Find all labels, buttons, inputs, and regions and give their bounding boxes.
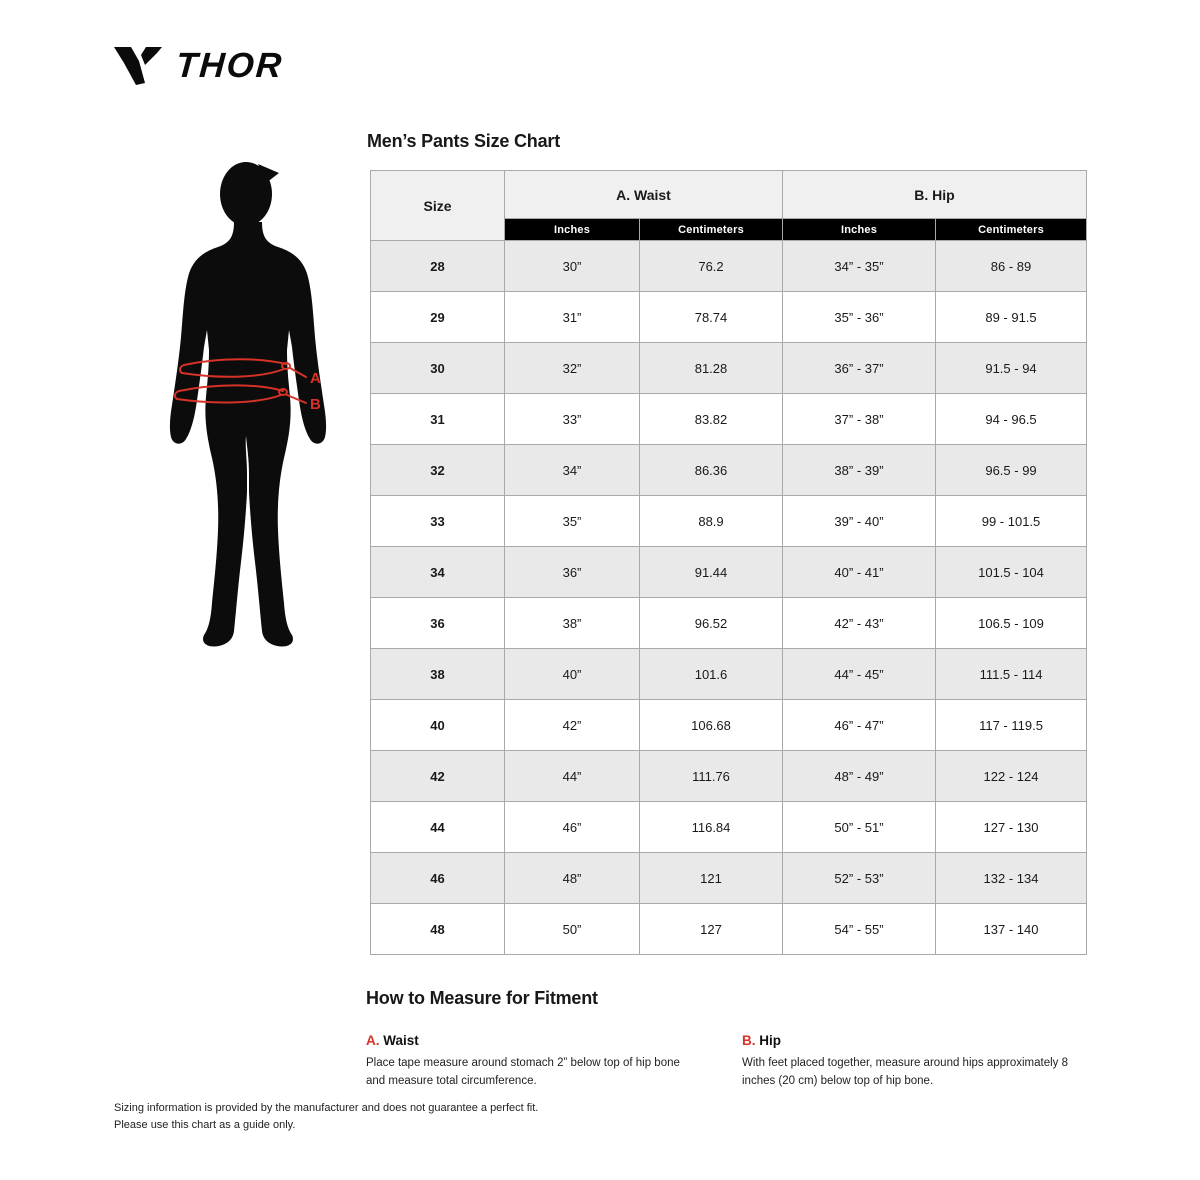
cell-size: 34 [371,547,505,598]
cell-hip-in: 46” - 47” [783,700,936,751]
subheader-hip-inches: Inches [783,219,936,241]
thor-logo-text: THOR [174,46,285,85]
subheader-waist-inches: Inches [505,219,640,241]
measure-hip-prefix: B. [742,1033,756,1048]
cell-hip-cm: 89 - 91.5 [936,292,1087,343]
cell-waist-cm: 78.74 [640,292,783,343]
cell-hip-cm: 137 - 140 [936,904,1087,955]
table-row [371,904,1087,955]
cell-hip-cm: 127 - 130 [936,802,1087,853]
cell-size: 31 [371,394,505,445]
table-row [371,700,1087,751]
cell-hip-cm: 106.5 - 109 [936,598,1087,649]
measure-waist-prefix: A. [366,1033,380,1048]
cell-hip-cm: 117 - 119.5 [936,700,1087,751]
cell-waist-cm: 91.44 [640,547,783,598]
column-group-hip: B. Hip [783,171,1087,219]
cell-hip-cm: 91.5 - 94 [936,343,1087,394]
measure-waist-block [366,1033,742,1091]
cell-waist-in: 42” [505,700,640,751]
table-row [371,343,1087,394]
table-row [371,853,1087,904]
cell-waist-cm: 83.82 [640,394,783,445]
cell-waist-cm: 88.9 [640,496,783,547]
cell-hip-cm: 111.5 - 114 [936,649,1087,700]
cell-hip-in: 42” - 43” [783,598,936,649]
cell-waist-cm: 81.28 [640,343,783,394]
column-header-size: Size [371,171,505,241]
measure-waist-title [366,1033,742,1048]
cell-size: 30 [371,343,505,394]
measure-heading: How to Measure for Fitment [366,988,598,1008]
cell-hip-cm: 101.5 - 104 [936,547,1087,598]
cell-waist-cm: 116.84 [640,802,783,853]
table-row [371,751,1087,802]
cell-waist-in: 35” [505,496,640,547]
thor-horns-icon [112,44,164,88]
table-row [371,598,1087,649]
figure-label-a: A [310,370,321,387]
measure-hip-label: Hip [759,1033,782,1048]
disclaimer-line-1: Sizing information is provided by the manufacturer and does not guarantee a perfect fit. [114,1102,539,1114]
male-silhouette-icon [170,162,326,647]
cell-hip-cm: 132 - 134 [936,853,1087,904]
cell-waist-in: 33” [505,394,640,445]
cell-waist-cm: 111.76 [640,751,783,802]
measure-waist-text: Place tape measure around stomach 2” below top of hip bone and measure total circumference. [366,1057,680,1087]
cell-hip-in: 40” - 41” [783,547,936,598]
cell-size: 40 [371,700,505,751]
cell-waist-in: 50” [505,904,640,955]
table-row [371,802,1087,853]
cell-hip-in: 34” - 35” [783,241,936,292]
cell-size: 28 [371,241,505,292]
figure-label-b: B [310,396,321,413]
cell-hip-in: 50” - 51” [783,802,936,853]
cell-waist-in: 44” [505,751,640,802]
table-row [371,547,1087,598]
subheader-waist-centimeters: Centimeters [640,219,783,241]
cell-hip-in: 39” - 40” [783,496,936,547]
cell-hip-cm: 86 - 89 [936,241,1087,292]
cell-waist-cm: 96.52 [640,598,783,649]
how-to-measure-section [366,988,1090,1091]
table-body [371,241,1087,955]
cell-waist-cm: 106.68 [640,700,783,751]
cell-hip-cm: 99 - 101.5 [936,496,1087,547]
table-header [371,171,1087,241]
measure-waist-label: Waist [383,1033,419,1048]
cell-hip-in: 54” - 55” [783,904,936,955]
cell-waist-in: 31” [505,292,640,343]
cell-waist-in: 34” [505,445,640,496]
subheader-hip-centimeters: Centimeters [936,219,1087,241]
cell-hip-in: 35” - 36” [783,292,936,343]
cell-hip-in: 38” - 39” [783,445,936,496]
disclaimer [114,1100,538,1133]
table-row [371,649,1087,700]
cell-size: 46 [371,853,505,904]
cell-waist-in: 38” [505,598,640,649]
cell-size: 44 [371,802,505,853]
cell-hip-in: 36” - 37” [783,343,936,394]
cell-waist-in: 40” [505,649,640,700]
measure-hip-text: With feet placed together, measure around hips approximately 8 inches (20 cm) below top of hip bone. [742,1057,1069,1087]
cell-waist-in: 30” [505,241,640,292]
size-chart-table [370,170,1087,955]
cell-waist-cm: 86.36 [640,445,783,496]
cell-size: 36 [371,598,505,649]
thor-logo [112,44,283,88]
page-title: Men’s Pants Size Chart [367,131,560,151]
cell-hip-cm: 96.5 - 99 [936,445,1087,496]
table-row [371,394,1087,445]
cell-size: 33 [371,496,505,547]
cell-hip-cm: 122 - 124 [936,751,1087,802]
cell-waist-cm: 121 [640,853,783,904]
disclaimer-line-2: Please use this chart as a guide only. [114,1118,296,1131]
table-row [371,445,1087,496]
cell-waist-cm: 127 [640,904,783,955]
body-measurement-figure [146,144,346,654]
cell-waist-in: 46” [505,802,640,853]
table-row [371,241,1087,292]
cell-hip-cm: 94 - 96.5 [936,394,1087,445]
table-row [371,496,1087,547]
measure-hip-block [742,1033,1090,1091]
cell-size: 32 [371,445,505,496]
cell-hip-in: 52” - 53” [783,853,936,904]
measure-hip-title [742,1033,1090,1048]
cell-waist-in: 36” [505,547,640,598]
cell-waist-in: 48” [505,853,640,904]
cell-hip-in: 37” - 38” [783,394,936,445]
cell-size: 48 [371,904,505,955]
cell-hip-in: 44” - 45” [783,649,936,700]
cell-hip-in: 48” - 49” [783,751,936,802]
cell-waist-cm: 101.6 [640,649,783,700]
cell-waist-cm: 76.2 [640,241,783,292]
table-row [371,292,1087,343]
cell-size: 29 [371,292,505,343]
column-group-waist: A. Waist [505,171,783,219]
cell-size: 42 [371,751,505,802]
cell-size: 38 [371,649,505,700]
cell-waist-in: 32” [505,343,640,394]
